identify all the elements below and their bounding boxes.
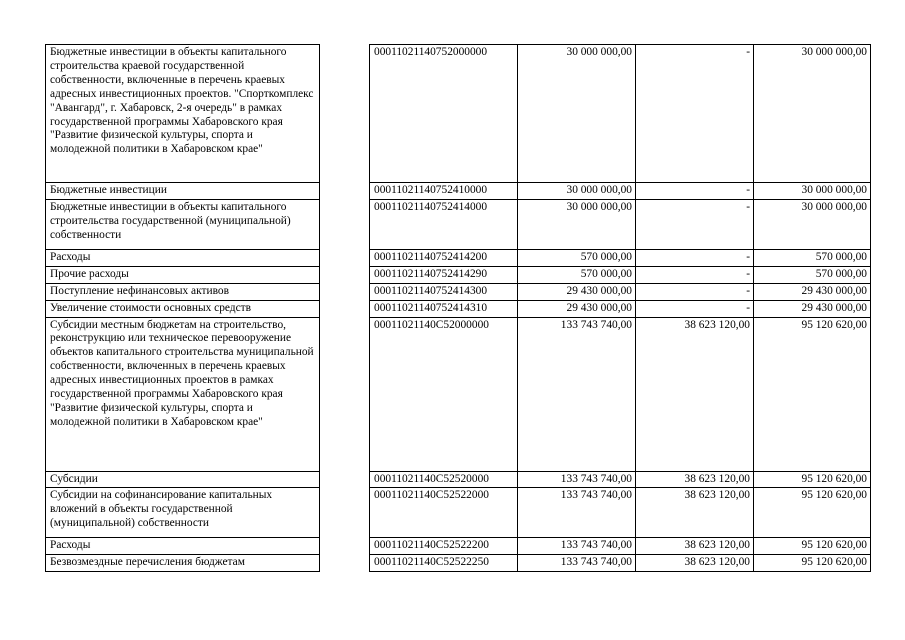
table-row <box>46 183 871 200</box>
row-approved-cell: 30 000 000,00 <box>518 199 636 249</box>
row-name-cell: Прочие расходы <box>46 266 320 283</box>
table-row <box>46 283 871 300</box>
row-executed-cell: 38 623 120,00 <box>636 538 754 555</box>
document-page <box>45 44 870 572</box>
budget-execution-table <box>45 44 871 572</box>
row-executed-cell: - <box>636 45 754 183</box>
row-approved-cell: 133 743 740,00 <box>518 317 636 471</box>
row-remaining-cell: 95 120 620,00 <box>754 538 871 555</box>
table-row <box>46 488 871 538</box>
row-gap-cell <box>320 488 370 538</box>
row-remaining-cell: 95 120 620,00 <box>754 471 871 488</box>
row-approved-cell: 30 000 000,00 <box>518 183 636 200</box>
row-name-cell: Расходы <box>46 249 320 266</box>
row-executed-cell: - <box>636 183 754 200</box>
row-code-cell: 00011021140752414000 <box>370 199 518 249</box>
row-name-cell: Поступление нефинансовых активов <box>46 283 320 300</box>
row-gap-cell <box>320 45 370 183</box>
row-remaining-cell: 30 000 000,00 <box>754 183 871 200</box>
row-name-cell: Увеличение стоимости основных средств <box>46 300 320 317</box>
row-name-cell: Безвозмездные перечисления бюджетам <box>46 555 320 572</box>
row-code-cell: 00011021140752414310 <box>370 300 518 317</box>
table-row <box>46 471 871 488</box>
row-approved-cell: 30 000 000,00 <box>518 45 636 183</box>
row-remaining-cell: 29 430 000,00 <box>754 300 871 317</box>
row-remaining-cell: 570 000,00 <box>754 249 871 266</box>
table-row <box>46 538 871 555</box>
row-remaining-cell: 30 000 000,00 <box>754 199 871 249</box>
table-row <box>46 300 871 317</box>
row-executed-cell: - <box>636 199 754 249</box>
table-row <box>46 249 871 266</box>
row-executed-cell: 38 623 120,00 <box>636 471 754 488</box>
row-code-cell: 00011021140752000000 <box>370 45 518 183</box>
row-name-cell: Бюджетные инвестиции в объекты капитального строительства краевой государственной собственности, включенные в перечень краевых адресных инвестиционных проектов. "Спорткомплекс "Авангард", г. Хабаровск, 2-я очередь" в рамках государственной программы Хабаровского края "Развитие физической культуры, спорта и молодежной политики в Хабаровском крае" <box>46 45 320 183</box>
row-gap-cell <box>320 317 370 471</box>
row-executed-cell: - <box>636 283 754 300</box>
row-code-cell: 00011021140C52522200 <box>370 538 518 555</box>
row-code-cell: 00011021140C52522250 <box>370 555 518 572</box>
row-remaining-cell: 95 120 620,00 <box>754 555 871 572</box>
row-approved-cell: 133 743 740,00 <box>518 471 636 488</box>
table-row <box>46 266 871 283</box>
row-approved-cell: 570 000,00 <box>518 249 636 266</box>
row-approved-cell: 133 743 740,00 <box>518 555 636 572</box>
row-code-cell: 00011021140752410000 <box>370 183 518 200</box>
row-gap-cell <box>320 471 370 488</box>
row-approved-cell: 133 743 740,00 <box>518 538 636 555</box>
row-name-cell: Субсидии <box>46 471 320 488</box>
row-name-cell: Бюджетные инвестиции <box>46 183 320 200</box>
table-row <box>46 199 871 249</box>
table-row <box>46 45 871 183</box>
row-name-cell: Бюджетные инвестиции в объекты капитального строительства государственной (муниципальной) собственности <box>46 199 320 249</box>
table-body <box>46 45 871 572</box>
row-executed-cell: - <box>636 249 754 266</box>
row-gap-cell <box>320 199 370 249</box>
row-gap-cell <box>320 300 370 317</box>
row-approved-cell: 29 430 000,00 <box>518 283 636 300</box>
row-code-cell: 00011021140C52522000 <box>370 488 518 538</box>
row-gap-cell <box>320 266 370 283</box>
row-gap-cell <box>320 249 370 266</box>
row-remaining-cell: 95 120 620,00 <box>754 488 871 538</box>
row-name-cell: Субсидии местным бюджетам на строительство, реконструкцию или техническое перевооружение объектов капитального строительства муниципальной собственности, включенных в перечень краевых адресных инвестиционных проектов в рамках государственной программы Хабаровского края "Развитие физической культуры, спорта и молодежной политики в Хабаровском крае" <box>46 317 320 471</box>
row-code-cell: 00011021140C52520000 <box>370 471 518 488</box>
table-row <box>46 317 871 471</box>
row-code-cell: 00011021140C52000000 <box>370 317 518 471</box>
row-gap-cell <box>320 283 370 300</box>
row-code-cell: 00011021140752414300 <box>370 283 518 300</box>
row-name-cell: Субсидии на софинансирование капитальных вложений в объекты государственной (муниципальной) собственности <box>46 488 320 538</box>
table-row <box>46 555 871 572</box>
row-remaining-cell: 570 000,00 <box>754 266 871 283</box>
row-name-cell: Расходы <box>46 538 320 555</box>
row-approved-cell: 570 000,00 <box>518 266 636 283</box>
row-executed-cell: - <box>636 266 754 283</box>
row-code-cell: 00011021140752414200 <box>370 249 518 266</box>
row-approved-cell: 133 743 740,00 <box>518 488 636 538</box>
row-gap-cell <box>320 538 370 555</box>
row-executed-cell: - <box>636 300 754 317</box>
row-approved-cell: 29 430 000,00 <box>518 300 636 317</box>
row-executed-cell: 38 623 120,00 <box>636 317 754 471</box>
row-gap-cell <box>320 555 370 572</box>
row-executed-cell: 38 623 120,00 <box>636 488 754 538</box>
row-executed-cell: 38 623 120,00 <box>636 555 754 572</box>
row-gap-cell <box>320 183 370 200</box>
row-remaining-cell: 29 430 000,00 <box>754 283 871 300</box>
row-remaining-cell: 30 000 000,00 <box>754 45 871 183</box>
row-code-cell: 00011021140752414290 <box>370 266 518 283</box>
row-remaining-cell: 95 120 620,00 <box>754 317 871 471</box>
